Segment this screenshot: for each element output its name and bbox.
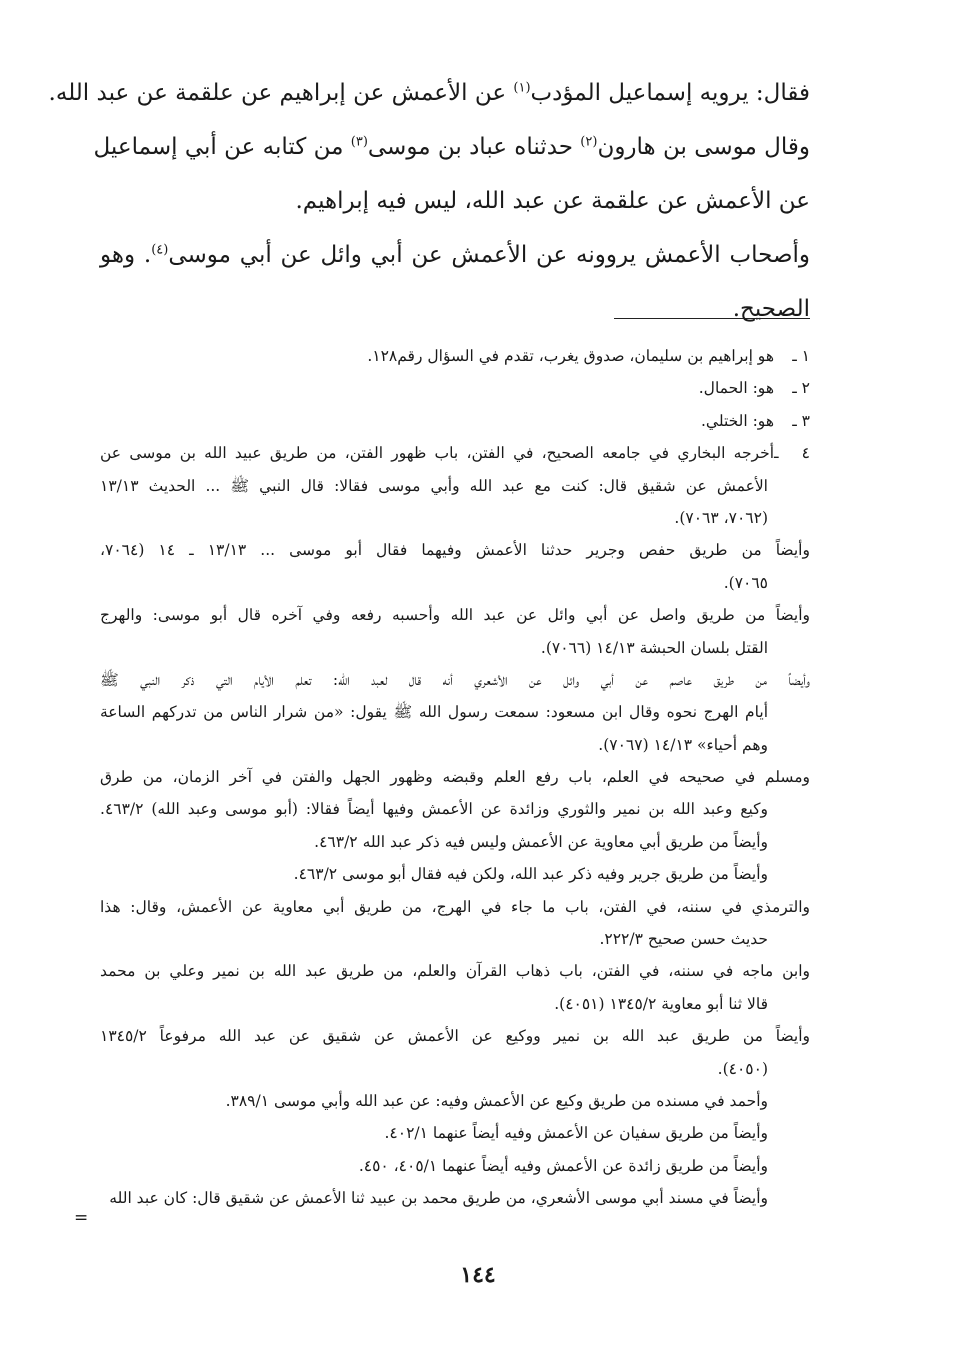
footnote-4-line: وأيضاً من طريق جرير وفيه ذكر عبد الله، ولكن فيه فقال أبو موسى ٤٦٣/٢. <box>293 865 768 884</box>
footnote-4-line: والترمذي في سننه، في الفتن، باب ما جاء في الهرج، من طريق أبي معاوية عن الأعمش، وقال: هذا <box>100 897 810 916</box>
footnote-4: ٤ ـأخرجه البخاري في جامعه الصحيح، في الفتن، باب ظهور الفتن، من طريق عبيد الله بن موسى عن <box>100 444 810 463</box>
footnote-4-line: وأيضاً في مسند أبي موسى الأشعري، من طريق محمد بن عبيد ثنا الأعمش عن شقيق قال: كان عبد الله <box>109 1189 768 1208</box>
footnote-4-line: (٧٠٦٢، ٧٠٦٣). <box>674 508 768 527</box>
footnote-4-line: الأعمش عن شقيق قال: كنت مع عبد الله وأبي موسى فقالا: قال النبي ﷺ ... الحديث ١٣/١٣ <box>100 476 768 495</box>
footnote-4-line: وأيضاً من طريق أبي معاوية عن الأعمش وليس فيه ذكر عبد الله ٤٦٣/٢. <box>314 832 768 851</box>
footnote-4-line: وأيضاً من طريق عاصم عن أبي وائل عن الأشعري أنه قال لعبد الله: تعلم الأيام التي ذكر النبي ﷺ <box>100 670 810 689</box>
footnote-4-line: وأحمد في مسنده من طريق وكيع عن الأعمش وفيه: عن عبد الله وأبي موسى ٣٨٩/١. <box>225 1091 768 1110</box>
main-line-4: وأصحاب الأعمش يروونه عن الأعمش عن أبي وائل عن أبي موسى$^{(٤)}$. وهو <box>100 242 810 268</box>
footnotes <box>100 340 810 1215</box>
footnote-4-line: وابن ماجه في سننه، في الفتن، باب ذهاب القرآن والعلم، من طريق عبد الله بن نمير وعلي بن محمد <box>100 962 810 981</box>
footnote-3: ٣ ـهو: الختلي. <box>700 411 810 430</box>
footnote-4-line: وكيع وعبد الله بن نمير والثوري وزائدة عن الأعمش وفيها أيضاً فقالا: (أبو موسى وعبد الله) ٤٦٣/٢. <box>100 800 768 819</box>
footnote-ref-3: (٣) <box>350 134 368 150</box>
footnote-separator <box>614 318 810 319</box>
main-line-5: الصحيح. <box>732 296 810 322</box>
footnote-ref-4: (٤) <box>151 242 169 258</box>
footnote-4-line: أيام الهرج نحوه وقال ابن مسعود: سمعت رسول الله ﷺ يقول: «من شرار الناس من تدركهم الساعة <box>100 703 768 722</box>
continuation-mark: = <box>74 1208 89 1228</box>
page-number: ١٤٤ <box>460 1262 496 1288</box>
main-line-3: عن الأعمش عن علقمة عن عبد الله، ليس فيه إبراهيم. <box>295 188 810 214</box>
footnote-4-line: وأيضاً من طريق سفيان عن الأعمش وفيه أيضاً عنهما ٤٠٢/١. <box>384 1124 768 1143</box>
footnote-4-line: وأيضاً من طريق واصل عن أبي وائل عن عبد الله وأحسبه رفعه وفي آخره قال أبو موسى: والهرج <box>100 606 810 625</box>
main-line-1: فقال: يرويه إسماعيل المؤدب$^{(١)}$ عن الأعمش عن إبراهيم عن علقمة عن عبد الله. <box>48 80 810 106</box>
footnote-4-line: قالا ثنا أبو معاوية ١٣٤٥/٢ (٤٠٥١). <box>554 994 768 1013</box>
footnote-4-line: القتل بلسان الحبشة ١٤/١٣ (٧٠٦٦). <box>540 638 768 657</box>
footnote-4-line: (٤٠٥٠). <box>717 1059 768 1078</box>
footnote-2: ٢ ـهو: الحمال. <box>698 379 810 398</box>
footnote-1: ١ ـهو إبراهيم بن سليمان، صدوق يغرب، تقدم في السؤال رقم١٢٨. <box>367 347 810 365</box>
footnote-4-line: ٧٠٦٥). <box>723 573 768 592</box>
main-text <box>48 66 810 336</box>
footnote-4-line: وهم أحياء» ١٤/١٣ (٧٠٦٧). <box>598 735 768 754</box>
footnote-4-line: وأيضاً من طريق حفص وجرير حدثنا الأعمش وفيهما فقال أبو موسى ... ١٣/١٣ ـ ١٤ (٧٠٦٤، <box>100 541 810 560</box>
footnote-ref-2: (٢) <box>580 134 598 150</box>
footnote-4-line: وأيضاً من طريق عبد الله بن نمير ووكيع عن الأعمش عن شقيق عن عبد الله مرفوعاً ١٣٤٥/٢ <box>100 1027 810 1046</box>
footnote-ref-1: (١) <box>513 80 531 96</box>
main-line-2: وقال موسى بن هارون$^{(٢)}$ حدثناه عباد بن موسى$^{(٣)}$ من كتابه عن أبي إسماعيل <box>93 134 810 160</box>
footnote-4-line: ومسلم في صحيحه في العلم، باب رفع العلم وقبضه وظهور الجهل والفتن في آخر الزمان، من طرق <box>100 768 810 787</box>
footnote-4-line: وأيضاً من طريق زائدة عن الأعمش وفيه أيضاً عنهما ٤٠٥/١، ٤٥٠. <box>358 1156 768 1175</box>
footnote-4-line: حديث حسن صحيح ٢٢٢/٣. <box>599 930 768 949</box>
